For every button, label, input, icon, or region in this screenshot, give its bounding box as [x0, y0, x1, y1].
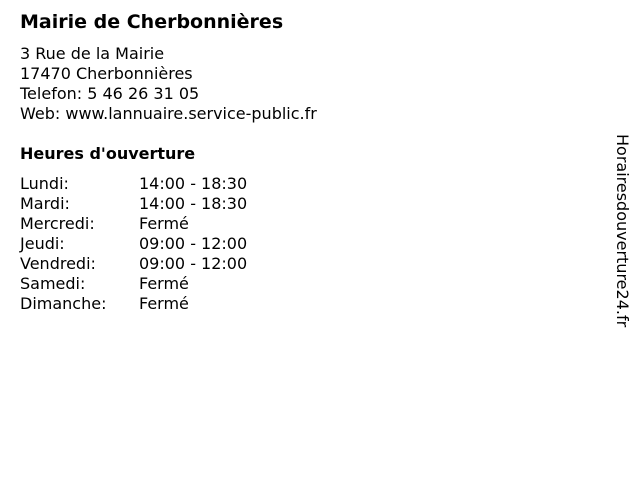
day-label: Jeudi:	[20, 234, 65, 253]
street-address: 3 Rue de la Mairie	[20, 44, 165, 63]
hours-table	[20, 174, 247, 314]
watermark-text: Horairesdouverture24.fr	[613, 134, 632, 328]
city-postal: 17470 Cherbonnières	[20, 64, 193, 83]
hours-row-saturday	[20, 274, 247, 294]
hours-row-friday	[20, 254, 247, 274]
hours-row-thursday	[20, 234, 247, 254]
hours-heading: Heures d'ouverture	[20, 144, 196, 163]
hours-row-monday	[20, 174, 247, 194]
day-label: Samedi:	[20, 274, 86, 293]
hours-row-tuesday	[20, 194, 247, 214]
hours-value: 14:00 - 18:30	[139, 174, 248, 193]
page-title: Mairie de Cherbonnières	[20, 11, 284, 33]
day-label: Dimanche:	[20, 294, 107, 313]
website: Web: www.lannuaire.service-public.fr	[20, 104, 317, 123]
hours-row-wednesday	[20, 214, 247, 234]
day-label: Lundi:	[20, 174, 69, 193]
watermark-container	[610, 134, 634, 374]
address-block	[20, 44, 317, 124]
hours-value: Fermé	[139, 294, 189, 313]
day-label: Mercredi:	[20, 214, 95, 233]
hours-row-sunday	[20, 294, 247, 314]
hours-value: 09:00 - 12:00	[139, 254, 248, 273]
day-label: Mardi:	[20, 194, 70, 213]
hours-value: Fermé	[139, 214, 189, 233]
hours-value: 09:00 - 12:00	[139, 234, 248, 253]
phone-number: Telefon: 5 46 26 31 05	[20, 84, 200, 103]
hours-value: Fermé	[139, 274, 189, 293]
day-label: Vendredi:	[20, 254, 96, 273]
hours-value: 14:00 - 18:30	[139, 194, 248, 213]
